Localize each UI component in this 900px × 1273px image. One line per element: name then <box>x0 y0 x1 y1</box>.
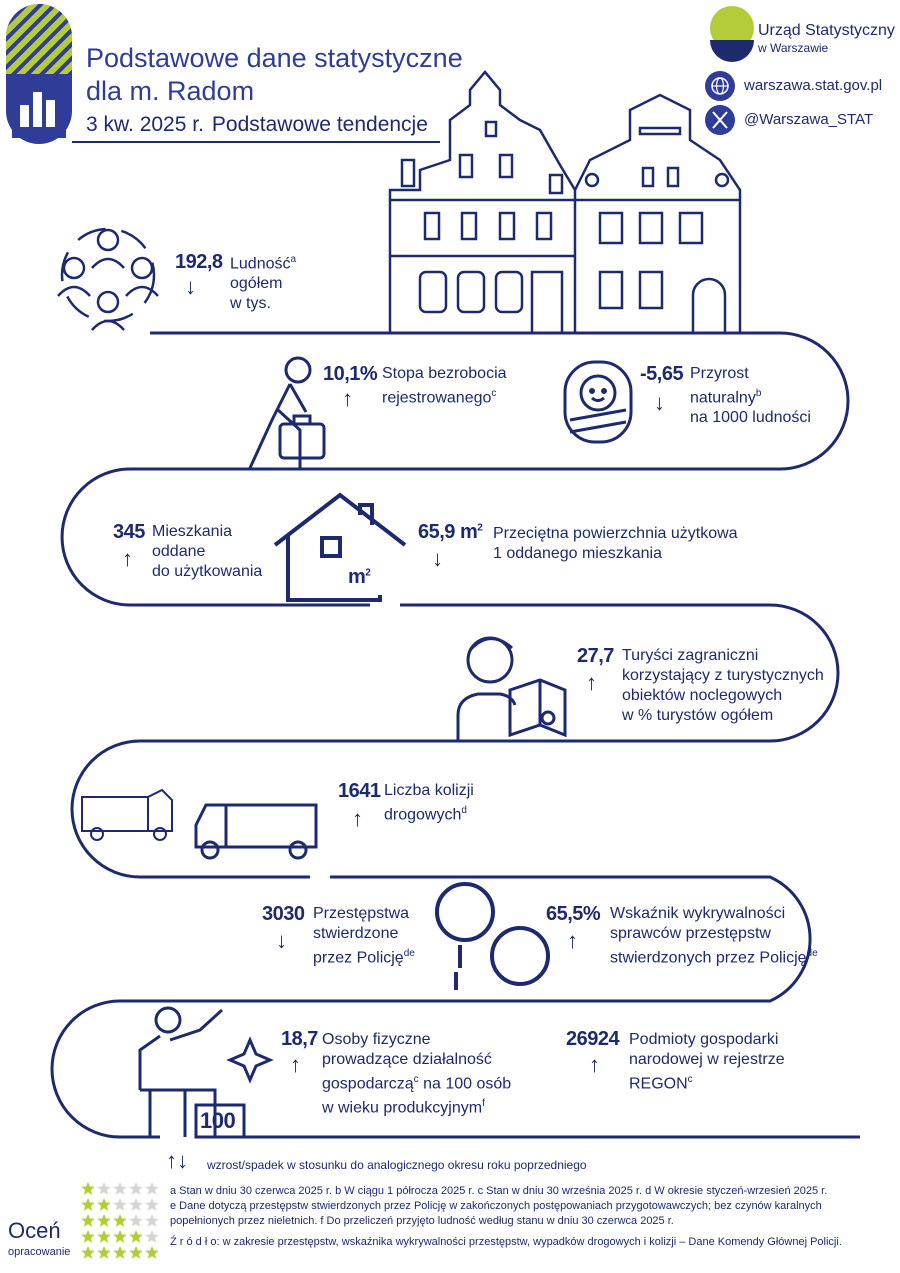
population-label: Ludność$^a$ ogółem w tys. <box>230 254 297 313</box>
natural-increase-label: Przyrost naturalny$^b$ na 1000 ludności <box>690 365 811 427</box>
rating-title[interactable]: Oceń <box>8 1218 61 1243</box>
rating-star[interactable] <box>145 1246 158 1259</box>
rating-star[interactable] <box>129 1182 142 1195</box>
rating-star[interactable] <box>113 1246 126 1259</box>
rating-star[interactable] <box>113 1230 126 1243</box>
town-hall-building <box>390 72 740 333</box>
regon-label: Podmioty gospodarki narodowej w rejestrze REGON$^c$ <box>629 1031 785 1093</box>
rating-star[interactable] <box>97 1182 110 1195</box>
dwellings-value: 345 <box>113 521 145 543</box>
population-trend: ↓ <box>185 274 196 299</box>
business-trend: ↑ <box>290 1052 301 1077</box>
people-icon <box>58 229 158 330</box>
detection-trend: ↑ <box>567 928 578 953</box>
podium-label: 100 <box>200 1108 236 1133</box>
rating-star[interactable] <box>81 1182 94 1195</box>
regon-trend: ↑ <box>589 1052 600 1077</box>
rating-star[interactable] <box>129 1198 142 1211</box>
x-logo-icon <box>705 105 735 135</box>
rating-star[interactable] <box>81 1246 94 1259</box>
rating-star[interactable] <box>129 1214 142 1227</box>
regon-value: 26924 <box>566 1028 620 1050</box>
rating-star[interactable] <box>145 1230 158 1243</box>
business-value: 18,7 <box>281 1028 318 1050</box>
house-icon <box>275 495 405 600</box>
collisions-trend: ↑ <box>352 806 363 831</box>
handcuffs-icon <box>437 884 548 990</box>
m2-icon-label: $m^2$ <box>348 566 371 588</box>
rating-star[interactable] <box>113 1214 126 1227</box>
rating-star[interactable] <box>81 1230 94 1243</box>
rating-star[interactable] <box>81 1198 94 1211</box>
rating-star[interactable] <box>113 1198 126 1211</box>
truck-icon <box>196 805 316 858</box>
rating-stars <box>81 1182 158 1259</box>
baby-icon <box>565 362 631 442</box>
winding-path <box>52 333 860 1137</box>
logo-subname: w Warszawie <box>758 41 829 55</box>
collisions-label: Liczba kolizji drogowych$^d$ <box>384 782 474 824</box>
rating-star[interactable] <box>145 1182 158 1195</box>
avg-area-value: 65,9 $m^2$ <box>418 521 483 543</box>
source-note: Ź r ó d ł o: w zakresie przestępstw, wskaźnika wykrywalności przestępstw, wypadków drogowych i kolizji – Dane Komendy Głównej Policji. <box>170 1236 842 1248</box>
rating-subtitle: opracowanie <box>8 1246 71 1258</box>
legend-arrows: ↑↓ <box>166 1148 188 1173</box>
collision-trucks-icon <box>82 790 172 840</box>
tourists-value: 27,7 <box>577 645 614 667</box>
website-link[interactable]: warszawa.stat.gov.pl <box>744 77 883 94</box>
tourists-label: Turyści zagraniczni korzystający z turystycznych obiektów noclegowych w % turystów ogółem <box>622 647 824 724</box>
rating-star[interactable] <box>129 1230 142 1243</box>
logo-name: Urząd Statystyczny <box>758 22 895 39</box>
job-seeker-icon <box>250 358 324 468</box>
avg-area-trend: ↓ <box>432 546 443 571</box>
legend-text: wzrost/spadek w stosunku do analogicznego okresu roku poprzedniego <box>207 1158 587 1172</box>
x-handle-link[interactable]: @Warszawa_STAT <box>744 111 874 128</box>
crimes-label: Przestępstwa stwierdzone przez Policję$^{de}$ <box>313 905 415 967</box>
collisions-value: 1641 <box>338 780 381 802</box>
subtitle: Podstawowe tendencje <box>211 113 428 136</box>
business-label: Osoby fizyczne prowadzące działalność gospodarczą$^c$ na 100 osób w wieku produkcyjnym$^f$ <box>322 1031 512 1117</box>
natural-increase-trend: ↓ <box>654 390 665 415</box>
dwellings-label: Mieszkania oddane do użytkowania <box>152 523 263 580</box>
natural-increase-value: -5,65 <box>640 363 684 385</box>
rating-star[interactable] <box>97 1246 110 1259</box>
detection-value: 65,5% <box>546 903 601 925</box>
header-badge <box>6 4 72 144</box>
tourists-trend: ↑ <box>586 670 597 695</box>
crimes-trend: ↓ <box>276 928 287 953</box>
gus-logo <box>710 6 754 62</box>
detection-label: Wskaźnik wykrywalności sprawców przestępstw stwierdzonych przez Policję$^{de}$ <box>610 905 818 967</box>
unemployment-label: Stopa bezrobocia rejestrowanego$^c$ <box>382 365 507 407</box>
rating-star[interactable] <box>97 1230 110 1243</box>
rating-star[interactable] <box>145 1198 158 1211</box>
period: 3 kw. 2025 r. <box>86 113 204 136</box>
rating-star[interactable] <box>129 1246 142 1259</box>
page-subtitle <box>86 113 428 137</box>
globe-icon <box>705 71 735 101</box>
rating-star[interactable] <box>81 1214 94 1227</box>
unemployment-value: 10,1% <box>323 363 378 385</box>
rating-star[interactable] <box>97 1214 110 1227</box>
page-title: Podstawowe dane statystyczne dla m. Radom <box>86 43 463 106</box>
tourist-icon <box>458 638 565 741</box>
dwellings-trend: ↑ <box>122 546 133 571</box>
crimes-value: 3030 <box>262 903 305 925</box>
rating-star[interactable] <box>145 1214 158 1227</box>
population-value: 192,8 <box>175 251 223 273</box>
rating-star[interactable] <box>113 1182 126 1195</box>
rating-star[interactable] <box>97 1198 110 1211</box>
unemployment-trend: ↑ <box>342 386 353 411</box>
avg-area-label: Przeciętna powierzchnia użytkowa 1 oddanego mieszkania <box>493 525 738 562</box>
footnotes: a Stan w dniu 30 czerwca 2025 r. b W ciągu 1 półrocza 2025 r. c Stan w dniu 30 września 2025 r. d W okresie styczeń-wrzesień 2025 r. e Dane dotyczą przestępstw stwierdzonych przez Policję w zakończonych postępowaniach przygotowawczych; bez czynów karalnych popełnionych przez nieletnich. f Do przeliczeń przyjęto ludność według stanu w dniu 30 czerwca 2025 r. Ź r ó d ł o: w zakresie przestępstw, wskaźnika wykrywalności przestępstw, wypadków drogowych i kolizji – Dane Komendy Głównej Policji. <box>170 1184 890 1250</box>
